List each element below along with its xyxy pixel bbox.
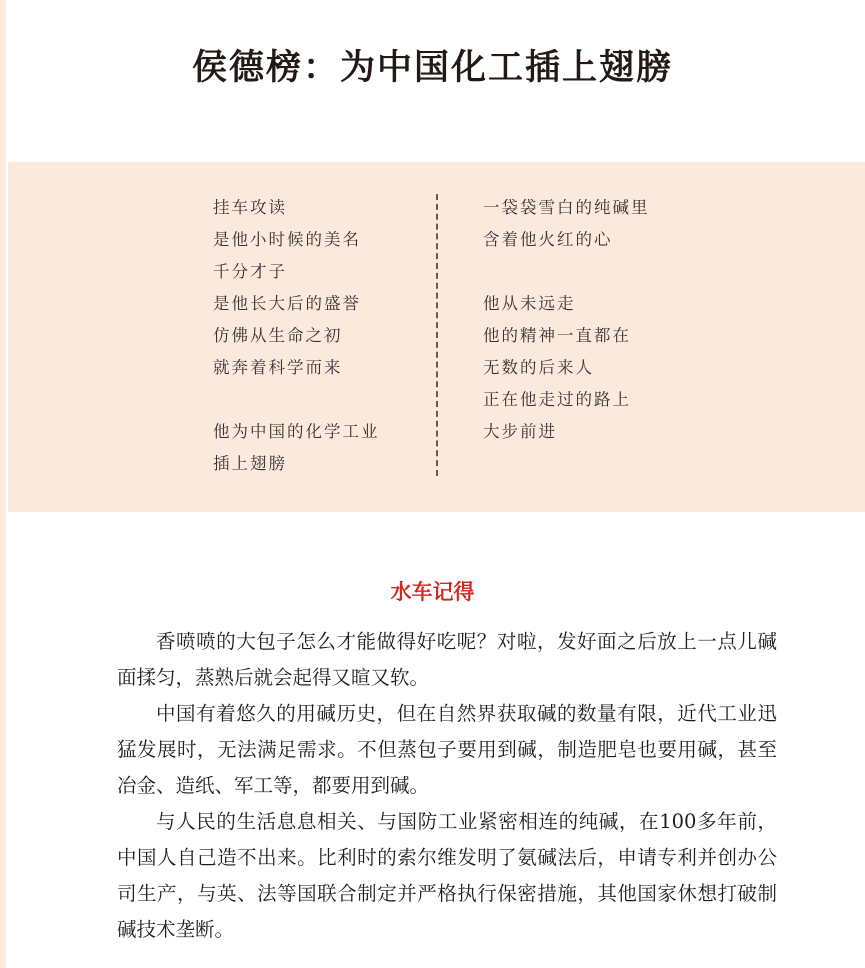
body-paragraph: 与人民的生活息息相关、与国防工业紧密相连的纯碱，在100多年前，中国人自己造不出来。比利时的索尔维发明了氨碱法后，申请专利并创办公司生产，与英、法等国联合制定并严格执行保密措施，其他国家休想打破制碱技术垄断。 [117, 810, 777, 941]
poem-divider [436, 194, 438, 476]
body-paragraph: 中国有着悠久的用碱历史，但在自然界获取碱的数量有限，近代工业迅猛发展时，无法满足需求。不但蒸包子要用到碱，制造肥皂也要用碱，甚至冶金、造纸、军工等，都要用到碱。 [117, 702, 777, 797]
poem-line: 他为中国的化学工业 [213, 422, 380, 441]
stanza-gap [213, 384, 380, 416]
poem-line: 插上翅膀 [213, 454, 287, 473]
stanza-gap [483, 256, 650, 288]
poem-line: 他从未远走 [483, 294, 576, 313]
poem-line: 挂车攻读 [213, 198, 287, 217]
poem-line: 他的精神一直都在 [483, 326, 631, 345]
poem-line: 正在他走过的路上 [483, 390, 631, 409]
poem-line: 是他长大后的盛誉 [213, 294, 361, 313]
poem-line: 含着他火红的心 [483, 230, 613, 249]
poem-line: 仿佛从生命之初 [213, 326, 343, 345]
poem-left-column [213, 192, 380, 480]
poem-box [8, 162, 865, 512]
poem-line: 无数的后来人 [483, 358, 594, 377]
article-title: 侯德榜：为中国化工插上翅膀 [191, 48, 673, 88]
poem-line: 是他小时候的美名 [213, 230, 361, 249]
poem-line: 一袋袋雪白的纯碱里 [483, 198, 650, 217]
poem-line: 就奔着科学而来 [213, 358, 343, 377]
poem-line: 千分才子 [213, 262, 287, 281]
poem-right-column [483, 192, 650, 448]
poem-line: 大步前进 [483, 422, 557, 441]
article-body [117, 624, 777, 948]
body-paragraph: 香喷喷的大包子怎么才能做得好吃呢？对啦，发好面之后放上一点儿碱面揉匀，蒸熟后就会起得又暄又软。 [117, 630, 777, 689]
page-edge-strip [0, 0, 6, 968]
section-title: 水车记得 [390, 580, 475, 604]
